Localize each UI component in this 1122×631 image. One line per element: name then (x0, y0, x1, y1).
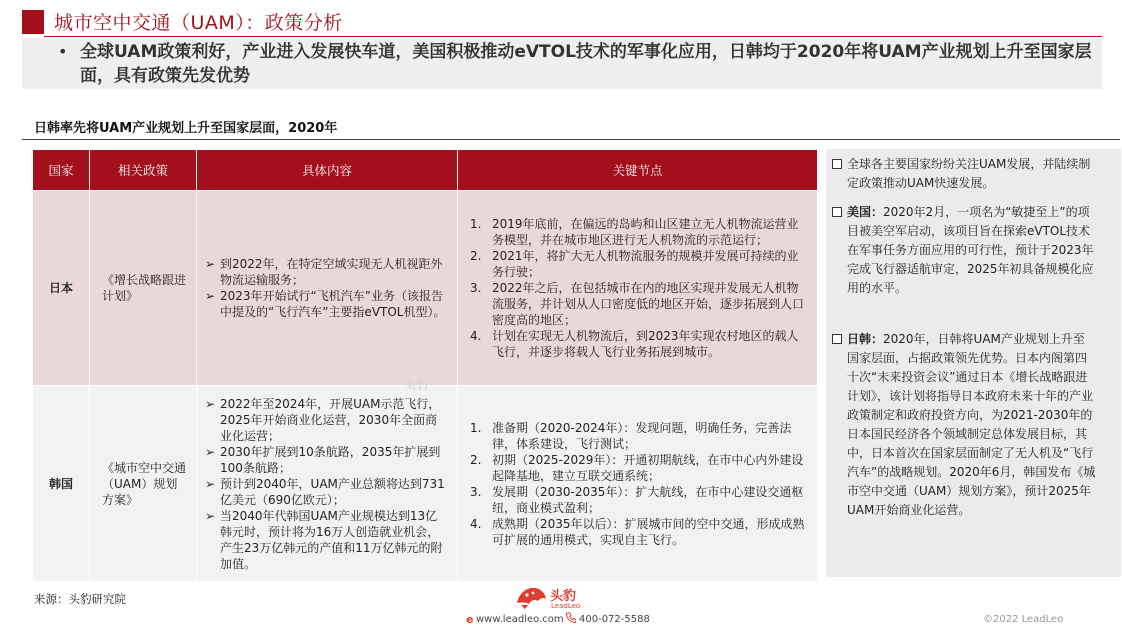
content-cell (197, 191, 458, 386)
logo-name: 头豹 (550, 589, 577, 604)
policy-cell: 《城市空中交通（UAM）规划方案》 (90, 386, 197, 582)
section-subtitle: 日韩率先将UAM产业规划上升至国家层面，2020年 (34, 121, 338, 136)
web-icon: e (466, 613, 474, 626)
checkbox-bullet-icon (832, 207, 842, 217)
list-item: 3. 发展期（2030-2035年）：扩大航线，在市中心建设交通枢纽，商业模式盈利； (470, 484, 804, 515)
checkbox-bullet-icon (832, 334, 842, 344)
table-row-korea (33, 386, 818, 582)
title-underline (44, 36, 1102, 37)
list-item-text: 预计到2040年，UAM产业总额将达到731亿美元（690亿欧元）； (220, 476, 445, 507)
list-item-text: 2023年开始试行“飞机汽车”业务（该报告中提及的“飞行汽车”主要指eVTOL机型）。 (220, 289, 446, 319)
arrow-bullet-icon: ➢ (205, 508, 216, 523)
header-content: 具体内容 (197, 150, 458, 191)
subtitle-divider (22, 139, 1120, 140)
milestones-cell (458, 191, 818, 386)
phone-icon (566, 612, 576, 623)
policy-cell: 《增长战略跟进计划》 (90, 191, 197, 386)
website-link[interactable]: www.leadleo.com (476, 614, 564, 625)
sidebar-item-text: 2020年2月，一项名为“敏捷至上”的项目被美空军启动，该项目旨在探索eVTOL技术在军事任务方面应用的可行性，预计于2023年完成飞行器适航审定，2025年初具备规模化应用的水平。 (847, 205, 1094, 295)
sidebar-item-text: 全球各主要国家纷纷关注UAM发展，并陆续制定政策推动UAM快速发展。 (847, 157, 1091, 190)
sidebar-item-label: 日韩： (847, 332, 884, 346)
arrow-bullet-icon: ➢ (205, 257, 216, 271)
checkbox-bullet-icon (832, 159, 842, 169)
policy-table (32, 149, 818, 582)
title-accent-bar (22, 10, 44, 34)
list-item: 3. 2022年之后，在包括城市在内的地区实现并发展无人机物流服务，并计划从人口密度低的地区开始，逐步拓展到人口密度高的地区； (470, 281, 805, 327)
list-item (205, 288, 449, 320)
logo-english: LeadLeo (551, 602, 581, 610)
country-cell: 韩国 (33, 386, 90, 582)
sidebar-item-label: 美国： (847, 205, 884, 219)
sidebar-item-usa (832, 203, 1096, 298)
list-item (205, 508, 449, 572)
sidebar-item-text: 2020年，日韩将UAM产业规划上升至国家层面，占据政策领先优势。日本内阁第四十次“未来投资会议”通过日本《增长战略跟进计划》，该计划将指导日本政府未来十年的产业政策制定和政府投资方向，为2021-2030年的日本国民经济各个领域制定总体发展目标，其中，日本首次在国家层面制定了无人机及“飞行汽车”的战略规划。2020年6月，韩国发布《城市空中交通（UAM）规划方案》，预计2025年UAM开始商业化运营。 (847, 332, 1096, 517)
page-title: 城市空中交通（UAM）：政策分析 (54, 12, 343, 34)
phone-number: 400-072-5588 (579, 614, 650, 625)
list-item: 1. 准备期（2020-2024年）：发现问题，明确任务，完善法律，体系建设，飞行测试； (470, 420, 792, 451)
list-item-text: 到2022年，在特定空域实现无人机视距外物流运输服务； (220, 257, 443, 287)
list-item: 1. 2019年底前，在偏远的岛屿和山区建立无人机物流运营业务模型，并在城市地区进行无人机物流的示范运行； (470, 217, 799, 247)
source-note: 来源：头豹研究院 (34, 592, 126, 606)
arrow-bullet-icon: ➢ (205, 444, 216, 459)
sidebar-item-global (832, 155, 1096, 193)
bullet-dot-icon: • (58, 42, 68, 61)
list-item: 2. 2021年，将扩大无人机物流服务的规模并发展可持续的业务行驶； (470, 249, 799, 279)
sidebar-item-japan-korea (832, 330, 1096, 520)
arrow-bullet-icon: ➢ (205, 396, 216, 411)
copyright: ©2022 LeadLeo (983, 614, 1064, 625)
list-item (205, 396, 449, 444)
list-item: 4. 计划在实现无人机物流后，到2023年实现农村地区的载人飞行，并逐步将载人飞行业务拓展到城市。 (470, 329, 799, 359)
milestones-cell (458, 386, 818, 582)
table-row-japan (33, 191, 818, 386)
list-item (205, 256, 449, 288)
list-item-text: 2022年至2024年，开展UAM示范飞行，2025年开始商业化运营，2030年全面商业化运营； (220, 396, 441, 443)
country-cell: 日本 (33, 191, 90, 386)
sidebar-notes (826, 149, 1121, 577)
list-item: 4. 成熟期（2035年以后）：扩展城市间的空中交通，形成成熟可扩展的通用模式，实现自主飞行。 (470, 516, 805, 547)
list-item (205, 444, 449, 476)
header-country: 国家 (33, 150, 90, 191)
header-policy: 相关政策 (90, 150, 197, 191)
list-item (205, 476, 449, 508)
table-header-row (33, 150, 818, 191)
summary-box (22, 38, 1102, 89)
header-milestones: 关键节点 (458, 150, 818, 191)
watermark: 头豹 (404, 378, 429, 392)
list-item-text: 2030年扩展到10条航路，2035年扩展到100条航路； (220, 444, 441, 475)
summary-text: 全球UAM政策利好，产业进入发展快车道，美国积极推动eVTOL技术的军事化应用，日韩均于2020年将UAM产业规划上升至国家层面，具有政策先发优势 (80, 42, 1092, 86)
arrow-bullet-icon: ➢ (205, 289, 216, 303)
arrow-bullet-icon: ➢ (205, 476, 216, 491)
list-item: 2. 初期（2025-2029年）：开通初期航线，在市中心内外建设起降基地，建立互联交通系统； (470, 452, 804, 483)
content-cell (197, 386, 458, 582)
list-item-text: 当2040年代韩国UAM产业规模达到13亿韩元时，预计将为16万人创造就业机会，产生23万亿韩元的产值和11万亿韩元的附加值。 (220, 508, 443, 571)
